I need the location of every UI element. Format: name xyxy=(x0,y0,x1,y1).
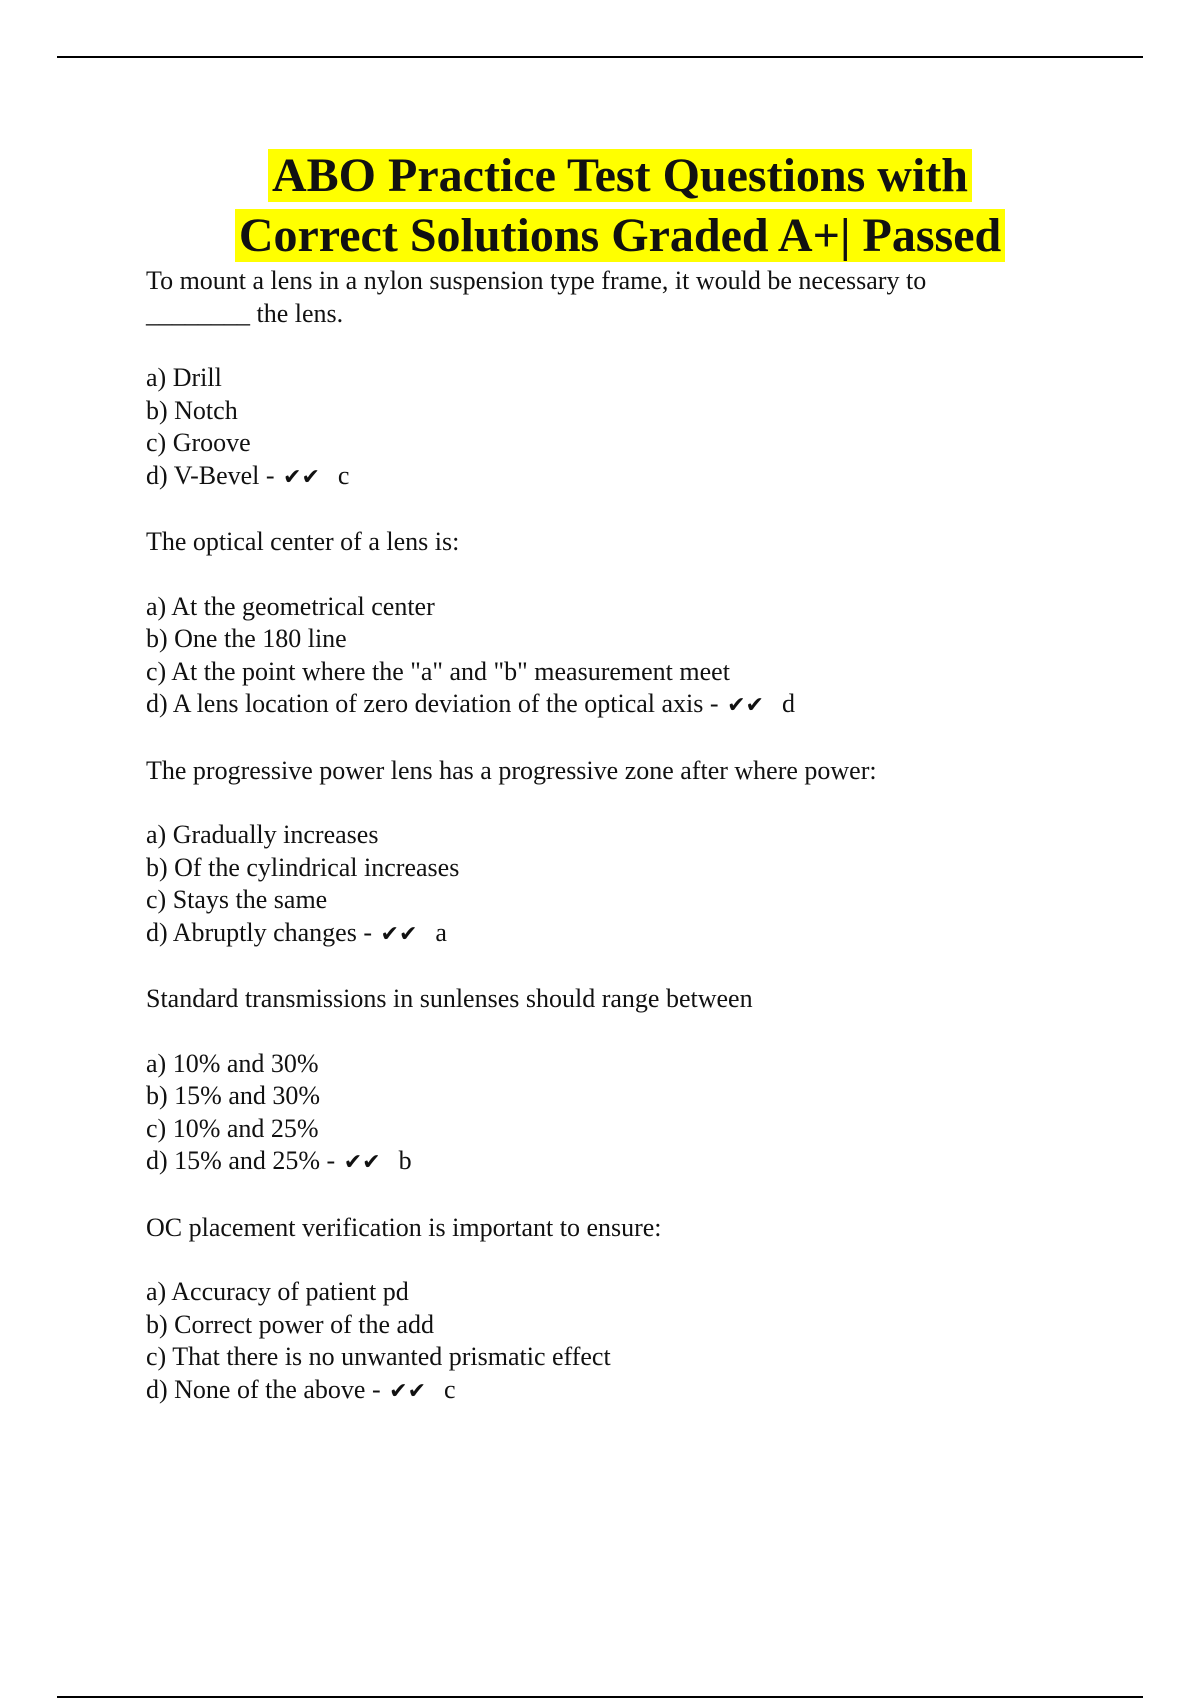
question-3-option-c: c) Stays the same xyxy=(146,885,328,914)
question-2-option-d xyxy=(146,688,1046,723)
question-3-option-b: b) Of the cylindrical increases xyxy=(146,852,460,882)
question-5-option-c: c) That there is no unwanted prismatic effect xyxy=(146,1342,611,1371)
question-1-option-d xyxy=(146,460,1046,495)
title-highlight-2: Correct Solutions Graded A+| Passed xyxy=(235,209,1005,262)
top-rule xyxy=(57,56,1143,58)
question-2-option-c: c) At the point where the "a" and "b" measurement meet xyxy=(146,656,730,686)
question-3-prompt: The progressive power lens has a progressive zone after where power: xyxy=(146,755,877,785)
question-4-option-a: a) 10% and 30% xyxy=(146,1048,319,1078)
question-5-option-b: b) Correct power of the add xyxy=(146,1309,435,1339)
question-4-option-c: c) 10% and 25% xyxy=(146,1113,319,1143)
check-icon: ✔✔ xyxy=(389,1378,427,1404)
question-1 xyxy=(146,265,1046,494)
question-3-option-d xyxy=(146,917,1046,952)
question-1-option-c: c) Groove xyxy=(146,428,251,457)
question-2-answer: d xyxy=(781,689,795,718)
question-1-answer: c xyxy=(337,460,350,490)
question-1-option-d-text: d) V-Bevel - xyxy=(146,460,282,490)
question-5-option-d xyxy=(146,1374,1046,1409)
bottom-rule xyxy=(57,1696,1143,1698)
question-1-options xyxy=(146,362,1046,494)
question-1-prompt xyxy=(146,265,1046,330)
question-3-option-a: a) Gradually increases xyxy=(146,820,379,849)
question-4-prompt: Standard transmissions in sunlenses should range between xyxy=(146,984,753,1013)
check-icon: ✔✔ xyxy=(343,1150,381,1175)
title-line-2 xyxy=(0,206,1200,266)
check-icon: ✔✔ xyxy=(283,464,320,490)
question-5-options xyxy=(146,1276,1046,1408)
question-4-option-d xyxy=(146,1145,1046,1180)
question-1-blank: ________ xyxy=(146,298,250,328)
title-line-1 xyxy=(0,146,1200,206)
document-title xyxy=(0,146,1200,266)
question-4-option-d-text: d) 15% and 25% - xyxy=(146,1146,342,1175)
question-4-option-b: b) 15% and 30% xyxy=(146,1081,321,1110)
check-icon: ✔✔ xyxy=(727,693,764,718)
question-2-option-b: b) One the 180 line xyxy=(146,624,347,653)
question-2-option-a: a) At the geometrical center xyxy=(146,591,435,621)
question-3 xyxy=(146,755,1046,952)
check-icon: ✔✔ xyxy=(380,921,418,947)
question-1-prompt-line1: To mount a lens in a nylon suspension type frame, it would be necessary to xyxy=(146,266,927,295)
question-5-answer: c xyxy=(444,1374,456,1404)
question-3-option-d-text: d) Abruptly changes - xyxy=(146,917,379,947)
question-1-prompt-line2: the lens. xyxy=(250,298,344,328)
question-3-answer: a xyxy=(435,917,447,947)
question-4-options xyxy=(146,1048,1046,1180)
question-list xyxy=(146,265,1046,1440)
question-4-answer: b xyxy=(398,1146,412,1175)
question-2-option-d-text: d) A lens location of zero deviation of the optical axis - xyxy=(146,689,726,718)
question-4 xyxy=(146,983,1046,1180)
question-5-option-d-text: d) None of the above - xyxy=(146,1374,388,1404)
title-highlight-1: ABO Practice Test Questions with xyxy=(268,149,972,202)
question-5-prompt: OC placement verification is important to ensure: xyxy=(146,1212,662,1242)
question-2-options xyxy=(146,591,1046,723)
question-1-option-a: a) Drill xyxy=(146,363,222,392)
question-3-options xyxy=(146,819,1046,951)
question-1-option-b: b) Notch xyxy=(146,395,238,425)
question-5-option-a: a) Accuracy of patient pd xyxy=(146,1277,409,1306)
question-2 xyxy=(146,526,1046,723)
question-5 xyxy=(146,1212,1046,1409)
question-2-prompt: The optical center of a lens is: xyxy=(146,527,460,556)
